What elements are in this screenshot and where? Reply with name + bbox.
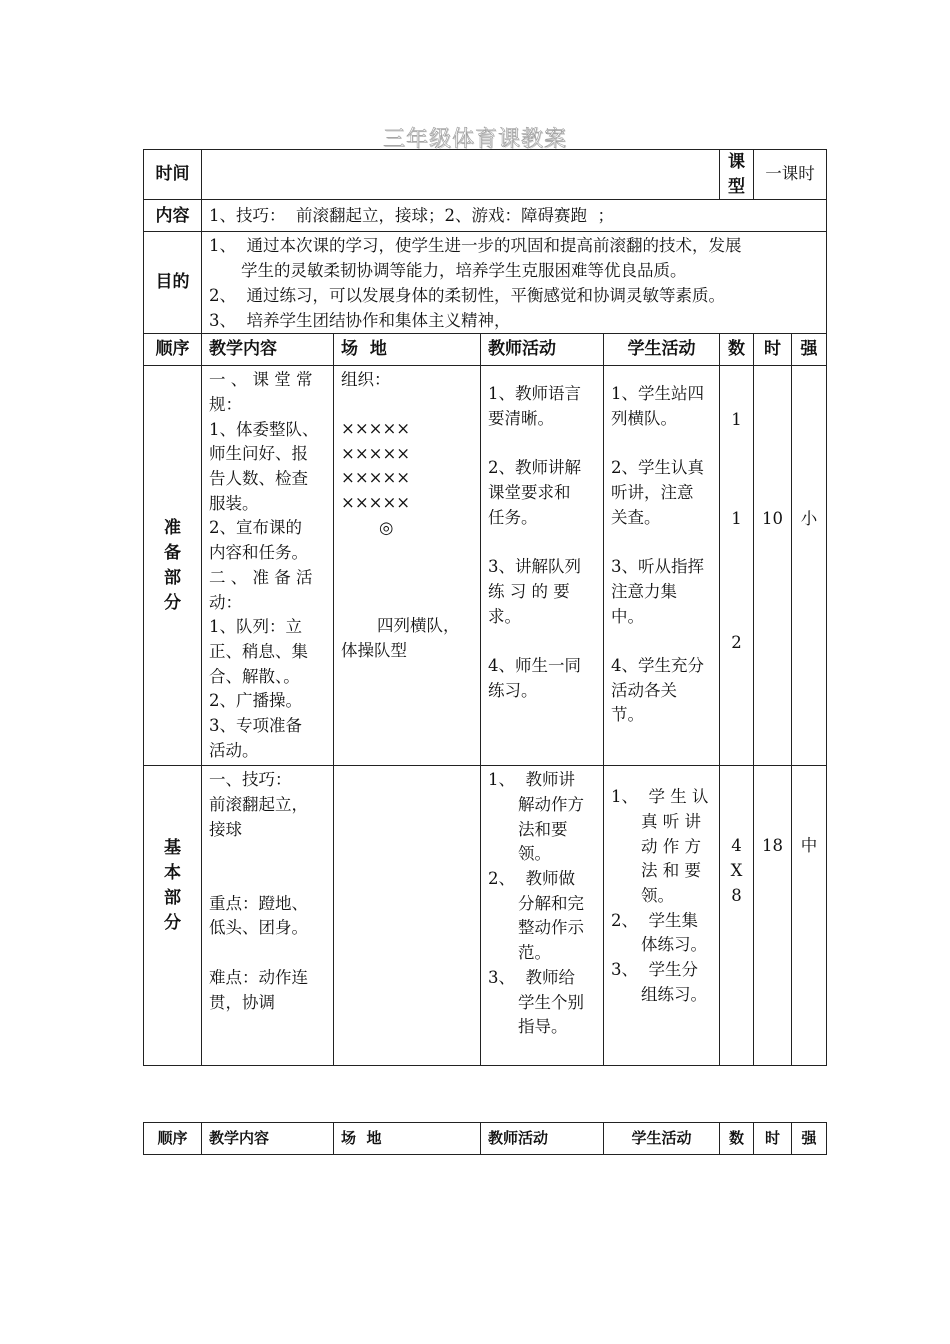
prep-teacher [481, 366, 604, 766]
text-line: 低头、团身。 [209, 918, 308, 938]
time-value [202, 150, 720, 200]
count-value: 2 [731, 632, 742, 652]
col-time: 时 [754, 334, 792, 366]
main-section-char: 基 [164, 838, 181, 859]
text-line: 正、稍息、集 [209, 641, 308, 661]
text-line: 分解和完 [518, 893, 584, 913]
count-value: 1 [731, 508, 742, 528]
text-line: 3、讲解队列 [488, 557, 581, 577]
text-line: 4、师生一同 [488, 655, 581, 675]
goal-line: 学生的灵敏柔韧协调等能力，培养学生克服困难等优良品质。 [241, 261, 687, 281]
text-line: 指导。 [518, 1017, 568, 1037]
text-line: 整动作示 [518, 918, 584, 938]
count-value: 1 [731, 410, 742, 430]
main-section-char: 本 [164, 863, 181, 884]
text-line: 中。 [611, 606, 644, 626]
text-line: 3、专项准备 [209, 716, 302, 736]
prep-section-char: 备 [164, 542, 181, 563]
text-line: 学生个别 [518, 992, 584, 1012]
col-teacher: 教师活动 [481, 1123, 604, 1155]
goal-text [202, 232, 827, 334]
text-line: 2、教师讲解 [488, 458, 581, 478]
column-header-row [144, 334, 827, 366]
text-line: 体练习。 [641, 935, 707, 955]
text-line: 领。 [518, 844, 551, 864]
main-row [144, 766, 827, 1066]
text-line: 1、体委整队、 [209, 419, 319, 439]
text-line: 2、学生认真 [611, 458, 704, 478]
lesson-type-value: 一课时 [754, 150, 827, 200]
text-line: 节。 [611, 705, 644, 725]
text-line: 法 和 要 [641, 861, 701, 881]
col-student: 学生活动 [604, 1123, 720, 1155]
formation-row: ××××× [341, 468, 411, 488]
text-line: 2、宣布课的 [209, 518, 302, 538]
text-line: 动 作 方 [641, 836, 701, 856]
col-student: 学生活动 [604, 334, 720, 366]
goal-line: 3、 培养学生团结协作和集体主义精神， [209, 310, 511, 330]
count-value: X [730, 860, 743, 880]
text-line: 听讲，注意 [611, 483, 694, 503]
teacher-position-icon: ◎ [379, 517, 394, 537]
text-line: 重点：蹬地、 [209, 893, 308, 913]
text-line: 真 听 讲 [641, 811, 701, 831]
col-count: 数 [720, 334, 754, 366]
goal-row [144, 232, 827, 334]
time-label: 时间 [144, 150, 202, 200]
col-order: 顺序 [144, 1123, 202, 1155]
main-count [720, 766, 754, 1066]
prep-venue [334, 366, 481, 766]
text-line: 规： [209, 394, 242, 414]
prep-row [144, 366, 827, 766]
main-student [604, 766, 720, 1066]
formation-row: ××××× [341, 418, 411, 438]
col-count: 数 [720, 1123, 754, 1155]
venue-org-label: 组织： [341, 370, 391, 390]
formation-row: ××××× [341, 443, 411, 463]
text-line: 范。 [518, 943, 551, 963]
text-line: 师生问好、报 [209, 444, 308, 464]
content-label: 内容 [144, 200, 202, 232]
text-line: 任务。 [488, 507, 538, 527]
intensity-value: 小 [800, 509, 818, 529]
main-content [202, 766, 334, 1066]
col-content: 教学内容 [202, 334, 334, 366]
page-title: 三年级体育课教案 [382, 127, 567, 152]
prep-student [604, 366, 720, 766]
prep-section-char: 分 [164, 592, 181, 613]
count-value: 8 [731, 885, 742, 905]
time-value: 18 [762, 836, 783, 856]
text-line: 活动各关 [611, 680, 677, 700]
text-line: 难点：动作连 [209, 967, 308, 987]
prep-content [202, 366, 334, 766]
count-value: 4 [731, 836, 742, 856]
content-value: 1、技巧： 前滚翻起立，接球；2、游戏：障碍赛跑 ； [202, 200, 827, 232]
col-order: 顺序 [144, 334, 202, 366]
text-line: 要清晰。 [488, 408, 554, 428]
text-line: 内容和任务。 [209, 543, 308, 563]
text-line: 活动。 [209, 740, 259, 760]
prep-section-label [144, 366, 202, 766]
text-line: 法和要 [518, 819, 568, 839]
text-line: 练习。 [488, 680, 538, 700]
lesson-plan-table [143, 149, 827, 1066]
goal-line: 2、 通过练习，可以发展身体的柔韧性，平衡感觉和协调灵敏等素质。 [209, 285, 725, 305]
prep-section-char: 部 [164, 567, 181, 588]
col-content: 教学内容 [202, 1123, 334, 1155]
text-line: 1、教师语言 [488, 384, 581, 404]
text-line: 解动作方 [518, 794, 584, 814]
main-teacher [481, 766, 604, 1066]
text-line: 一、技巧： [209, 770, 292, 790]
col-time: 时 [754, 1123, 792, 1155]
text-line: 2、 学生集 [611, 910, 698, 930]
content-row [144, 200, 827, 232]
lesson-type-label: 课型 [720, 150, 754, 200]
text-line: 列横队。 [611, 408, 677, 428]
text-line: 练 习 的 要 [488, 581, 570, 601]
prep-count [720, 366, 754, 766]
intensity-value: 中 [800, 836, 818, 856]
text-line: 4、学生充分 [611, 655, 704, 675]
text-line: 贯，协调 [209, 992, 275, 1012]
text-line: 课堂要求和 [488, 483, 571, 503]
text-line: 二 、 准 备 活 [209, 567, 313, 587]
main-time [754, 766, 792, 1066]
text-line: 1、 教师讲 [488, 770, 575, 790]
text-line: 动： [209, 592, 242, 612]
text-line: 2、 教师做 [488, 869, 575, 889]
time-value: 10 [762, 509, 783, 529]
text-line: 1、队列：立 [209, 617, 302, 637]
text-line: 求。 [488, 606, 521, 626]
col-intensity: 强 [792, 334, 827, 366]
text-line: 组练习。 [641, 984, 707, 1004]
continuation-table [143, 1122, 827, 1155]
text-line: 关查。 [611, 507, 661, 527]
goal-line: 1、 通过本次课的学习，使学生进一步的巩固和提高前滚翻的技术，发展 [209, 236, 742, 256]
main-intensity [792, 766, 827, 1066]
text-line: 1、学生站四 [611, 384, 704, 404]
text-line: 一 、 课 堂 常 [209, 370, 313, 390]
text-line: 合、解散、。 [209, 666, 300, 686]
col-venue: 场 地 [334, 1123, 481, 1155]
main-section-char: 分 [164, 913, 181, 934]
col-teacher: 教师活动 [481, 334, 604, 366]
time-row [144, 150, 827, 200]
text-line: 2、广播操。 [209, 691, 302, 711]
col-venue: 场 地 [334, 334, 481, 366]
text-line: 3、听从指挥 [611, 557, 704, 577]
text-line: 3、 教师给 [488, 967, 575, 987]
venue-note: 体操队型 [341, 641, 407, 661]
col-intensity: 强 [792, 1123, 827, 1155]
text-line: 领。 [641, 886, 674, 906]
column-header-row [144, 1123, 827, 1155]
text-line: 3、 学生分 [611, 960, 698, 980]
prep-time [754, 366, 792, 766]
text-line: 前滚翻起立， [209, 794, 308, 814]
text-line: 服装。 [209, 493, 259, 513]
prep-intensity [792, 366, 827, 766]
text-line: 注意力集 [611, 581, 677, 601]
main-venue [334, 766, 481, 1066]
goal-label: 目的 [144, 232, 202, 334]
venue-note: 四列横队， [377, 616, 460, 636]
formation-row: ××××× [341, 493, 411, 513]
text-line: 1、 学 生 认 [611, 787, 709, 807]
prep-section-char: 准 [164, 517, 181, 538]
text-line: 接球 [209, 819, 242, 839]
text-line: 告人数、检查 [209, 469, 308, 489]
main-section-label [144, 766, 202, 1066]
main-section-char: 部 [164, 888, 181, 909]
